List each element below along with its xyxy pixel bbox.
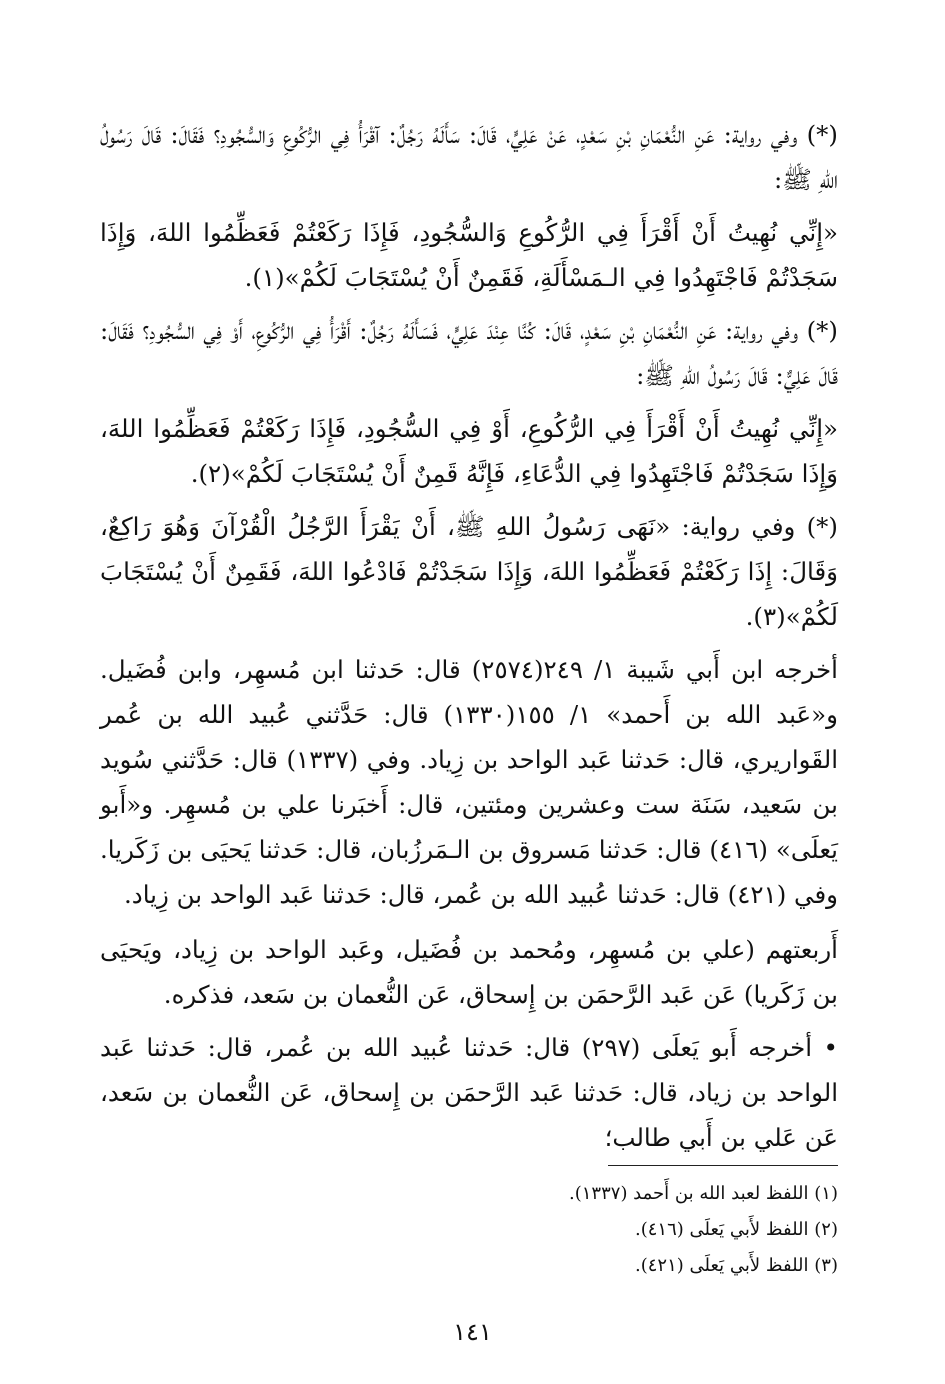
- takhrij-paragraph: أخرجه ابن أَبي شَيبة ١/ ٢٤٩(٢٥٧٤) قال: حَدثنا ابن مُسهِر، وابن فُضَيل. و«عَبد الله بن أَحمد» ١/ ١٥٥(١٣٣٠) قال: حَدَّثني عُبيد الله بن عُمر القَواريري، قال: حَدثنا عَبد الواحد بن زِياد. وفي (١٣٣٧) قال: حَدَّثني سُويد بن سَعيد، سَنَة ست وعشرين ومئتين، قال: أَخبَرنا علي بن مُسهِر. و«أَبو يَعلَى» (٤١٦) قال: حَدثنا مَسروق بن الـمَرزُبان، قال: حَدثنا يَحيَى بن زَكَريا. وفي (٤٢١) قال: حَدثنا عُبيد الله بن عُمر، قال: حَدثنا عَبد الواحد بن زِياد.: [100, 655, 839, 909]
- isnad-summary-paragraph: أَربعتهم (علي بن مُسهِر، ومُحمد بن فُضَيل، وعَبد الواحد بن زِياد، ويَحيَى بن زَكَريا) عَن عَبد الرَّحمَن بن إِسحاق، عَن النُّعمان بن سَعد، فذكره.: [100, 935, 838, 1009]
- hadith-quote-1: «إِنِّي نُهِيتُ أَنْ أَقْرَأَ فِي الرُّكُوعِ وَالسُّجُودِ، فَإِذَا رَكَعْتُمْ فَعَظِّمُوا اللهَ، وَإِذَا سَجَدْتُمْ فَاجْتَهِدُوا فِي الـمَسْأَلَةِ، فَقَمِنٌ أَنْ يُسْتَجَابَ لَكُمْ»(١).: [100, 218, 838, 292]
- footnote-3: (٣) اللفظ لأَبي يَعلَى (٤٢١).: [635, 1255, 838, 1276]
- footnote-2: (٢) اللفظ لأَبي يَعلَى (٤١٦).: [635, 1219, 838, 1240]
- hadith-narration-3: (*) وفي رواية: «نَهَى رَسُولُ اللهِ ﷺ، أَنْ يَقْرَأَ الرَّجُلُ الْقُرْآنَ وَهُوَ رَاكِعٌ، وَقَالَ: إِذَا رَكَعْتُمْ فَعَظِّمُوا اللهَ، وَإِذَا سَجَدْتُمْ فَادْعُوا اللهَ، فَقَمِنٌ أَنْ يُسْتَجَابَ لَكُمْ»(٣).: [100, 512, 838, 631]
- abu-yala-paragraph: • أخرجه أَبو يَعلَى (٢٩٧) قال: حَدثنا عُبيد الله بن عُمر، قال: حَدثنا عَبد الواحد بن زياد، قال: حَدثنا عَبد الرَّحمَن بن إِسحاق، عَن النُّعمان بن سَعد، عَن عَلي بن أَبي طالب؛: [100, 1033, 838, 1152]
- page-number: ١٤١: [453, 1318, 492, 1346]
- footnote-rule-mask: [100, 1164, 608, 1168]
- footnote-1: (١) اللفظ لعبد الله بن أَحمد (١٣٣٧).: [569, 1183, 838, 1204]
- hadith-narration-1: (*) وفي رواية: عَنِ النُّعْمَانِ بْنِ سَعْدٍ، عَنْ عَلِيٍّ، قَالَ: سَأَلَهُ رَجُلٌ: آقْرَأُ فِي الرُّكُوعِ وَالسُّجُودِ؟ فَقَالَ: قَالَ رَسُولُ اللهِ ﷺ:: [100, 120, 838, 194]
- main-text: [100, 112, 838, 1168]
- footnotes: [100, 1165, 838, 1284]
- hadith-quote-2: «إِنِّي نُهِيتُ أَنْ أَقْرَأَ فِي الرُّكُوعِ، أَوْ فِي السُّجُودِ، فَإِذَا رَكَعْتُمْ فَعَظِّمُوا اللهَ، وَإِذَا سَجَدْتُمْ فَاجْتَهِدُوا فِي الدُّعَاءِ، فَإِنَّهُ قَمِنٌ أَنْ يُسْتَجَابَ لَكُمْ»(٢).: [100, 414, 838, 488]
- hadith-narration-2: (*) وفي رواية: عَنِ النُّعْمَانِ بْنِ سَعْدٍ، قَالَ: كُنَّا عِنْدَ عَلِيٍّ، فَسَأَلَهُ رَجُلٌ: أَقْرَأُ فِي الرُّكُوعِ، أَوْ فِي السُّجُودِ؟ فَقَالَ: قَالَ عَلِيٌّ: قَالَ رَسُولُ اللهِ ﷺ:: [100, 316, 838, 390]
